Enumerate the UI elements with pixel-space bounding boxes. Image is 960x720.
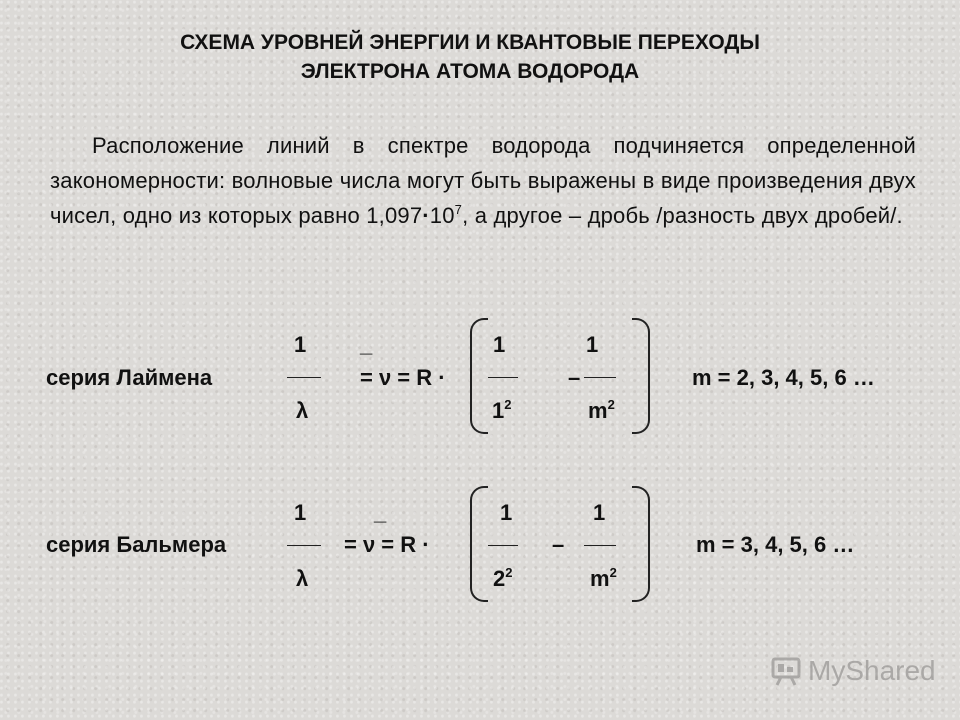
balmer-left-bracket <box>470 486 488 602</box>
lyman-second-fraction-numerator: 1 <box>586 332 599 357</box>
title-line-2: ЭЛЕКТРОНА АТОМА ВОДОРОДА <box>300 60 640 83</box>
lyman-lambda: λ <box>296 398 309 423</box>
balmer-numerator-one: 1 <box>294 500 307 525</box>
balmer-minus: – <box>552 532 565 557</box>
lyman-equation: = ν = R · <box>360 365 446 390</box>
balmer-second-fraction-numerator: 1 <box>593 500 606 525</box>
watermark <box>770 655 936 687</box>
lyman-fraction-bar-2 <box>488 377 518 378</box>
balmer-right-bracket <box>632 486 650 602</box>
lyman-m-values: m = 2, 3, 4, 5, 6 … <box>692 365 875 390</box>
title-line-1: СХЕМА УРОВНЕЙ ЭНЕРГИИ И КВАНТОВЫЕ ПЕРЕХОДЫ <box>180 31 760 54</box>
presentation-board-icon <box>770 655 802 687</box>
balmer-nu-bar: _ <box>374 500 387 525</box>
paragraph-text-after: , а другое – дробь /разность двух дробей/. <box>462 203 903 228</box>
intro-paragraph <box>50 128 916 233</box>
power-base: 10 <box>429 203 455 228</box>
balmer-fraction-bar-1 <box>287 545 321 546</box>
balmer-n-squared: $2^2$ <box>493 565 513 591</box>
balmer-lambda: λ <box>296 566 309 591</box>
paragraph-text-before: Расположение линий в спектре водорода подчиняется определенной закономерности: волновые числа могут быть выражены в виде произведения двух чисел, одно из которых равно 1,097 <box>50 133 916 228</box>
multiplication-dot: · <box>422 203 430 228</box>
lyman-fraction-bar-1 <box>287 377 321 378</box>
lyman-right-bracket <box>632 318 650 434</box>
balmer-equation: = ν = R · <box>344 532 430 557</box>
balmer-first-fraction-numerator: 1 <box>500 500 513 525</box>
lyman-n-squared: $1^2$ <box>492 397 512 423</box>
lyman-nu-bar: _ <box>360 332 373 357</box>
lyman-first-fraction-numerator: 1 <box>493 332 506 357</box>
power-exponent: 7 <box>454 202 463 217</box>
balmer-m-values: m = 3, 4, 5, 6 … <box>696 532 855 557</box>
lyman-numerator-one: 1 <box>294 332 307 357</box>
lyman-fraction-bar-3 <box>584 377 616 378</box>
slide-title <box>0 28 940 86</box>
lyman-m-squared: $m^2$ <box>588 397 615 423</box>
watermark-text: MyShared <box>808 655 936 686</box>
lyman-left-bracket <box>470 318 488 434</box>
balmer-m-squared: $m^2$ <box>590 565 617 591</box>
lyman-series-label: серия Лаймена <box>46 365 213 390</box>
balmer-fraction-bar-3 <box>584 545 616 546</box>
balmer-series-label: серия Бальмера <box>46 532 227 557</box>
balmer-fraction-bar-2 <box>488 545 518 546</box>
lyman-minus: – <box>568 365 581 390</box>
